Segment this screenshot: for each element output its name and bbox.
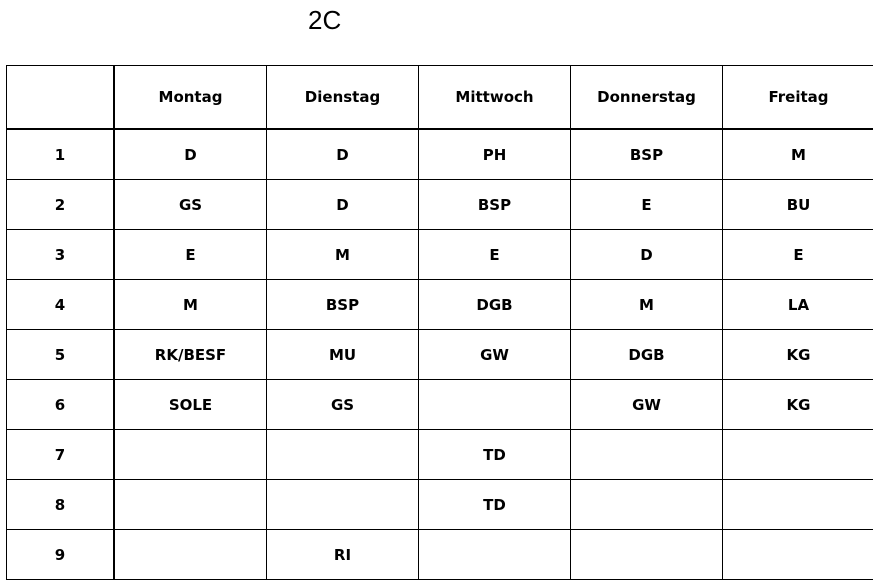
period-number: 8 bbox=[7, 480, 115, 530]
period-number: 9 bbox=[7, 530, 115, 580]
subject-cell: D bbox=[114, 129, 267, 180]
table-row bbox=[7, 380, 873, 430]
table-row bbox=[7, 230, 873, 280]
page-title: 2C bbox=[308, 5, 342, 35]
day-header-thursday: Donnerstag bbox=[571, 66, 723, 130]
subject-cell: DGB bbox=[571, 330, 723, 380]
subject-cell: E bbox=[571, 180, 723, 230]
subject-cell bbox=[114, 480, 267, 530]
subject-cell: M bbox=[114, 280, 267, 330]
subject-cell: KG bbox=[723, 380, 873, 430]
table-row bbox=[7, 430, 873, 480]
table-row bbox=[7, 180, 873, 230]
subject-cell: LA bbox=[723, 280, 873, 330]
period-number: 3 bbox=[7, 230, 115, 280]
subject-cell bbox=[571, 530, 723, 580]
header-row bbox=[7, 66, 873, 130]
subject-cell: GW bbox=[419, 330, 571, 380]
table-row bbox=[7, 129, 873, 180]
subject-cell: TD bbox=[419, 480, 571, 530]
period-number: 2 bbox=[7, 180, 115, 230]
period-number: 4 bbox=[7, 280, 115, 330]
period-number: 1 bbox=[7, 129, 115, 180]
subject-cell bbox=[723, 430, 873, 480]
subject-cell: E bbox=[723, 230, 873, 280]
subject-cell: M bbox=[723, 129, 873, 180]
subject-cell: E bbox=[114, 230, 267, 280]
subject-cell bbox=[419, 380, 571, 430]
subject-cell: BU bbox=[723, 180, 873, 230]
subject-cell: BSP bbox=[571, 129, 723, 180]
subject-cell: GW bbox=[571, 380, 723, 430]
subject-cell: E bbox=[419, 230, 571, 280]
subject-cell bbox=[114, 430, 267, 480]
table-row bbox=[7, 480, 873, 530]
period-number: 6 bbox=[7, 380, 115, 430]
day-header-friday: Freitag bbox=[723, 66, 873, 130]
subject-cell: RI bbox=[267, 530, 419, 580]
table-row bbox=[7, 280, 873, 330]
subject-cell: M bbox=[571, 280, 723, 330]
subject-cell: BSP bbox=[267, 280, 419, 330]
subject-cell: PH bbox=[419, 129, 571, 180]
subject-cell bbox=[114, 530, 267, 580]
day-header-tuesday: Dienstag bbox=[267, 66, 419, 130]
subject-cell bbox=[267, 430, 419, 480]
table-row bbox=[7, 330, 873, 380]
subject-cell: DGB bbox=[419, 280, 571, 330]
subject-cell: M bbox=[267, 230, 419, 280]
subject-cell: D bbox=[571, 230, 723, 280]
period-number: 5 bbox=[7, 330, 115, 380]
subject-cell: D bbox=[267, 180, 419, 230]
corner-cell bbox=[7, 66, 115, 130]
table-row bbox=[7, 530, 873, 580]
subject-cell bbox=[419, 530, 571, 580]
subject-cell bbox=[571, 430, 723, 480]
subject-cell: KG bbox=[723, 330, 873, 380]
subject-cell: GS bbox=[114, 180, 267, 230]
subject-cell: GS bbox=[267, 380, 419, 430]
timetable bbox=[6, 65, 873, 580]
subject-cell: MU bbox=[267, 330, 419, 380]
period-number: 7 bbox=[7, 430, 115, 480]
subject-cell: TD bbox=[419, 430, 571, 480]
subject-cell bbox=[723, 530, 873, 580]
subject-cell bbox=[267, 480, 419, 530]
subject-cell bbox=[571, 480, 723, 530]
subject-cell: SOLE bbox=[114, 380, 267, 430]
day-header-monday: Montag bbox=[114, 66, 267, 130]
subject-cell: BSP bbox=[419, 180, 571, 230]
subject-cell: D bbox=[267, 129, 419, 180]
day-header-wednesday: Mittwoch bbox=[419, 66, 571, 130]
subject-cell: RK/BESF bbox=[114, 330, 267, 380]
subject-cell bbox=[723, 480, 873, 530]
